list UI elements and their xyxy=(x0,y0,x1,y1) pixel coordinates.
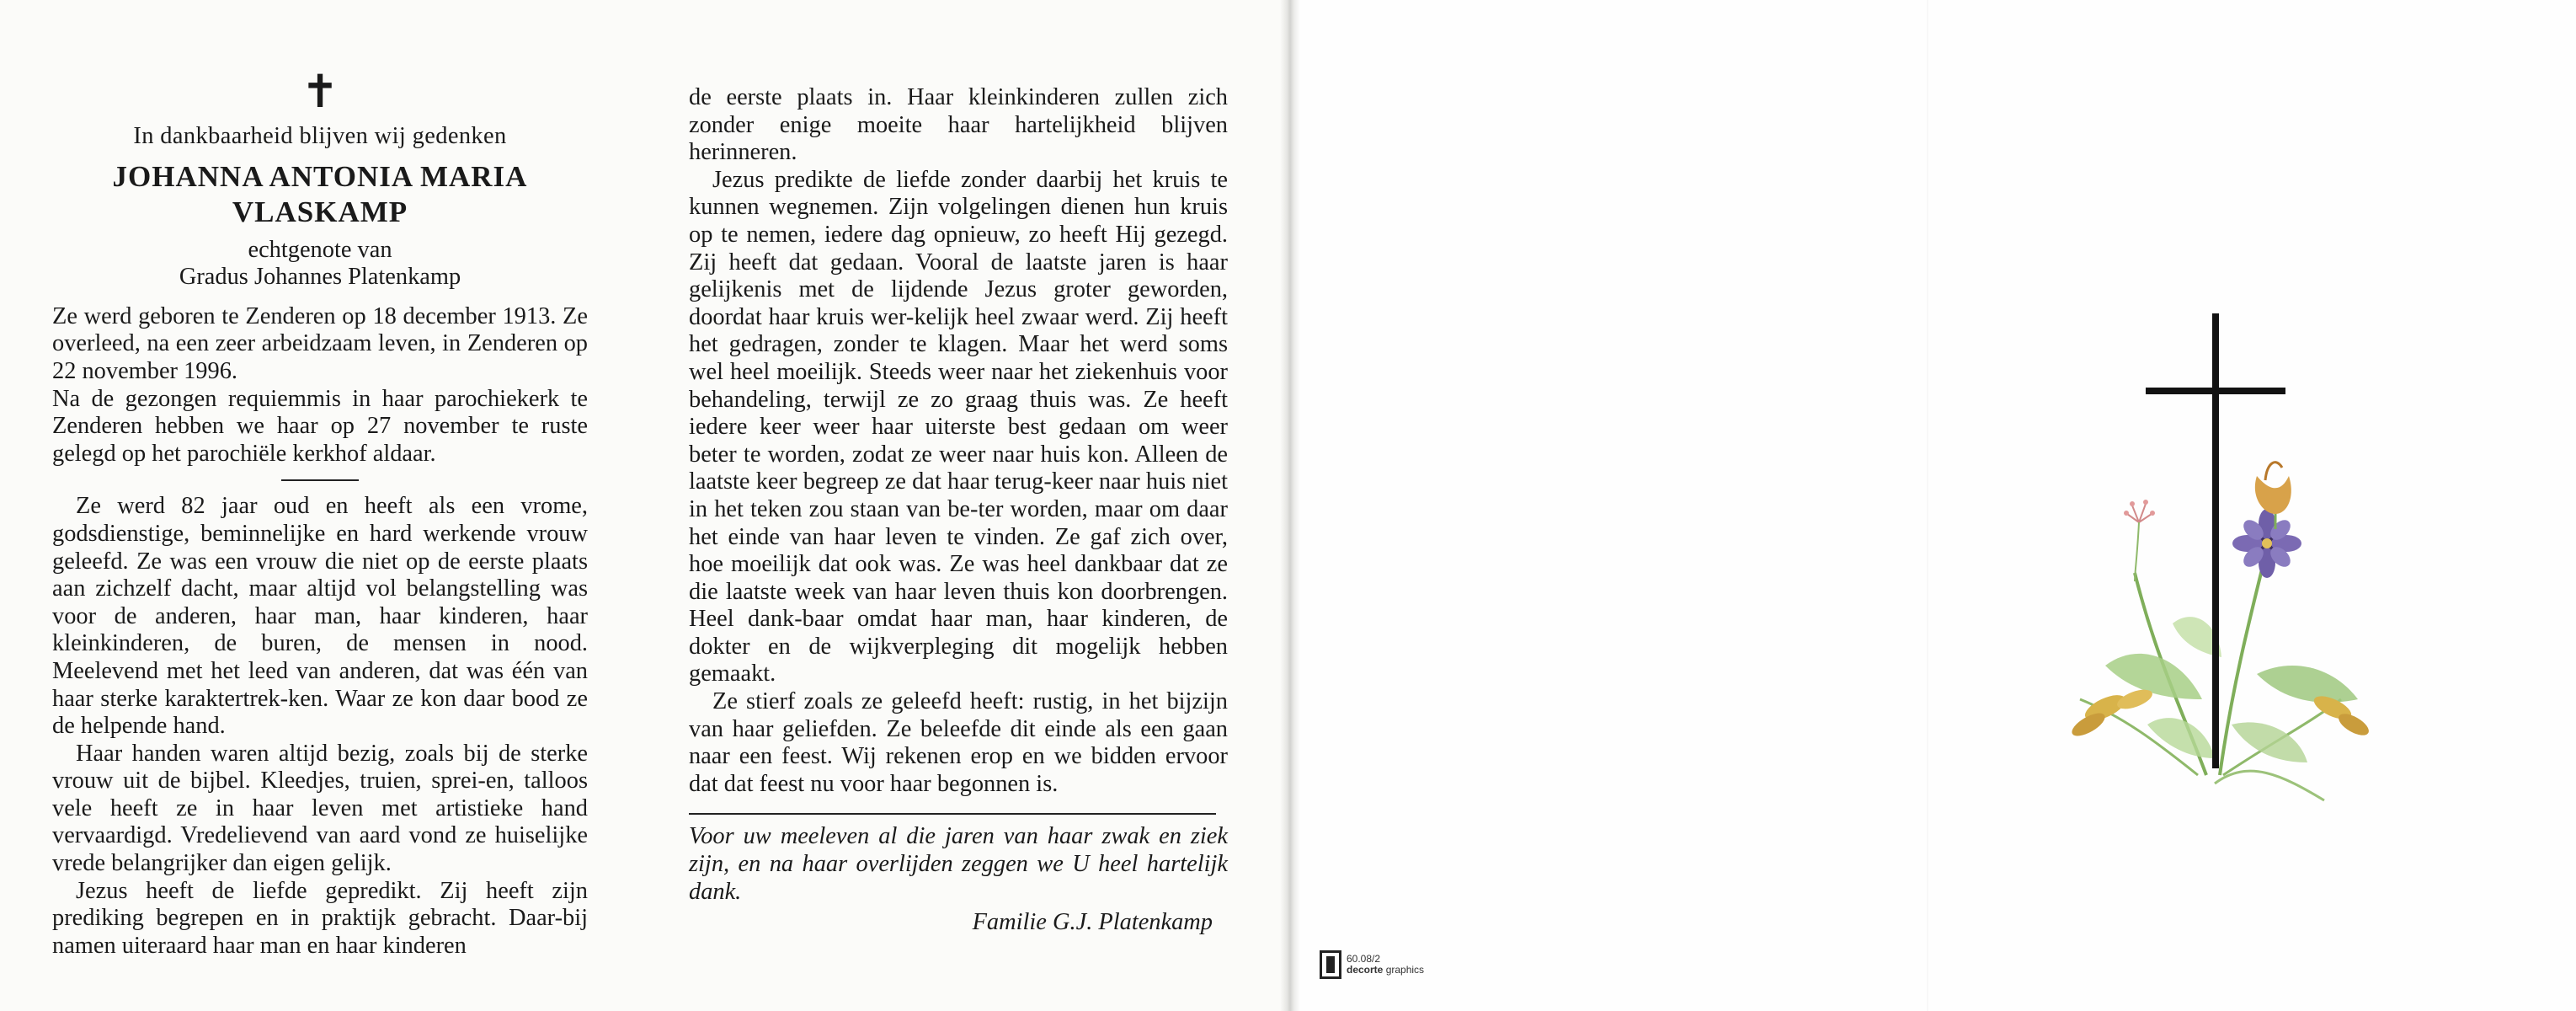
right-column xyxy=(689,84,1228,937)
right-paragraph-3: Ze stierf zoals ze geleefd heeft: rustig, in het bijzijn van haar geliefden. Ze beleefde dit einde als een gaan naar een feest. Wij rekenen erop en we bidden ervoor dat dat feest nu voor haar begonnen is. xyxy=(689,688,1228,797)
short-divider xyxy=(281,479,359,481)
thanks-message: Voor uw meeleven al die jaren van haar zwak en ziek zijn, en na haar overlijden zeggen we U heel hartelijk dank. xyxy=(689,823,1228,905)
birth-death-paragraph: Ze werd geboren te Zenderen op 18 december 1913. Ze overleed, na een zeer arbeidzaam leven, in Zenderen op 22 november 1996. xyxy=(52,302,588,384)
life-paragraph-1: Ze werd 82 jaar oud en heeft als een vrome, godsdienstige, beminnelijke en hard werkende vrouw geleefd. Ze was een vrouw die niet op de eerste plaats aan zichzelf dacht, maar altijd vol belangstelling was voor de anderen, haar man, haar kinderen, haar kleinkinderen, de buren, de mensen in nood. Meelevend met het leed van anderen, dat was één van haar sterke karaktertrek-ken. Waar ze kon daar bood ze de helpende hand. xyxy=(52,493,588,740)
deceased-name-line-1: JOHANNA ANTONIA MARIA xyxy=(112,159,528,193)
family-signature: Familie G.J. Platenkamp xyxy=(972,909,1213,936)
right-paragraph-2: Jezus predikte de liefde zonder daarbij het kruis te kunnen wegnemen. Zijn volgelingen dienen hun kruis op te nemen, iedere dag opnieuw, zo heeft Hij gezegd. Zij heeft dat gedaan. Vooral de laatste jaren is haar gelijkenis met de lijdende Jezus groter geworden, doordat haar kruis wer-kelijk heel zwaar werd. Zij heeft het gedragen, zonder te klagen. Maar het werd soms wel heel moeilijk. Steeds weer naar het ziekenhuis voor behandeling, terwijl ze zo graag thuis was. Ze heeft iedere keer weer haar uiterste best gedaan om weer beter te worden, zodat ze weer naar huis kon. Alleen de laatste keer begreep ze dat haar terug-keer naar huis niet in het teken zou staan van be-ter worden, maar om daar het einde van haar leven te vinden. Ze gaf zich over, hoe moeilijk dat ook was. Ze was heel dankbaar dat ze die laatste week van haar leven thuis kon doorbrengen. Heel dank-baar omdat haar man, haar kinderen, de dokter en de wijkverpleging dit mogelijk hebben gemaakt. xyxy=(689,166,1228,687)
cross-with-flowers-illustration xyxy=(2055,303,2408,842)
publisher-logo xyxy=(1320,950,1424,979)
life-paragraph-2: Haar handen waren altijd bezig, zoals bij de sterke vrouw uit de bijbel. Kleedjes, truien, sprei-en, talloos vele heeft ze in haar leven met artistieke hand vervaardigd. Vredelievend van aard vond ze huiselijke vrede belangrijker dan eigen gelijk. xyxy=(52,740,588,877)
right-paragraph-1: de eerste plaats in. Haar kleinkinderen zullen zich zonder enige moeite haar hartelijkheid blijven herinneren. xyxy=(689,84,1228,166)
publisher-logo-text xyxy=(1347,954,1424,976)
spouse-label: echtgenote van xyxy=(248,236,392,263)
deceased-name xyxy=(52,159,588,230)
card-fold xyxy=(1280,0,1300,1011)
life-paragraph-3: Jezus heeft de liefde gepredikt. Zij heeft zijn prediking begrepen en in praktijk gebracht. Daar-bij namen uiteraard haar man en haar kinderen xyxy=(52,877,588,959)
spouse-name: Gradus Johannes Platenkamp xyxy=(179,264,461,291)
intro-line: In dankbaarheid blijven wij gedenken xyxy=(133,123,507,149)
outer-fold-line xyxy=(1927,0,1928,1011)
funeral-paragraph: Na de gezongen requiemmis in haar parochiekerk te Zenderen hebben we haar op 27 november te ruste gelegd op het parochiële kerkhof aldaar. xyxy=(52,385,588,467)
left-column xyxy=(52,65,588,960)
small-cross-icon: ✝ xyxy=(301,65,339,118)
logo-name: decorte graphics xyxy=(1347,964,1425,976)
logo-code: 60.08/2 xyxy=(1347,953,1381,965)
publisher-logo-icon xyxy=(1320,950,1341,979)
deceased-name-line-2: VLASKAMP xyxy=(232,195,408,228)
long-divider xyxy=(689,813,1216,815)
pink-sprigs xyxy=(2124,500,2155,581)
purple-flower xyxy=(2232,509,2301,578)
